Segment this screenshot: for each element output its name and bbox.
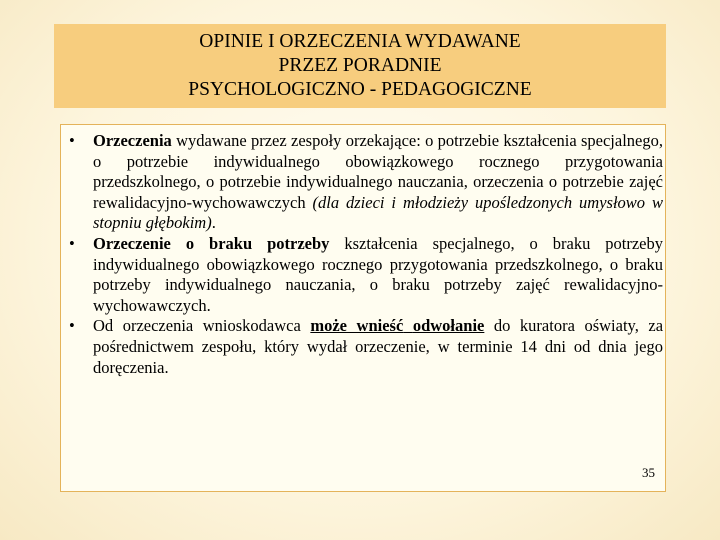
item-text: wydawane przez zespoły orzekające: o potrzebie kształcenia specjalnego, o potrzebie indywidualnego obowiązkowego rocznego przygotowania przedszkolnego, o potrzebie indywidualnego nauczania, orzeczenia o potrzebie zajęć rewalidacyjno-wychowawczych <box>93 131 663 212</box>
title-line-2: PRZEZ PORADNIE <box>278 55 442 76</box>
bullet-icon: • <box>69 233 75 253</box>
item-keyword: Orzeczenia <box>93 131 172 150</box>
title-line-1: OPINIE I ORZECZENIA WYDAWANE <box>199 31 521 52</box>
item-italic-note: (dla dzieci i młodzieży upośledzonych umysłowo w stopniu głębokim) <box>93 192 663 233</box>
slide-title <box>54 24 666 108</box>
item-text-end: do kuratora oświaty, za pośrednictwem zespołu, który wydał orzeczenie, w terminie 14 dni od dnia jego doręczenia. <box>93 316 664 377</box>
item-end: . <box>211 213 216 233</box>
bullet-icon: • <box>69 316 75 336</box>
list-item <box>67 234 663 316</box>
title-line-3: PSYCHOLOGICZNO - PEDAGOGICZNE <box>188 79 532 100</box>
list-item <box>67 316 663 378</box>
item-emphasis-appeal: odwołanie <box>412 316 485 336</box>
item-emphasis-space <box>403 316 413 335</box>
item-text-start: Od orzeczenia wnioskodawca <box>93 316 311 336</box>
bullet-icon: • <box>69 131 75 150</box>
content-box <box>60 124 666 492</box>
item-keyword: Orzeczenie o braku potrzeby <box>93 233 330 253</box>
item-text: kształcenia specjalnego, o braku potrzeby indywidualnego obowiązkowego rocznego przygotowania przedszkolnego, o braku potrzeby indywidualnego nauczania, o braku potrzeby zajęć rewalidacyjno-wychowawczych. <box>93 233 663 315</box>
bullet-list <box>67 131 663 378</box>
item-emphasis-may-submit: może wnieść <box>310 316 404 336</box>
list-item <box>67 131 663 234</box>
page-number: 35 <box>642 465 655 480</box>
